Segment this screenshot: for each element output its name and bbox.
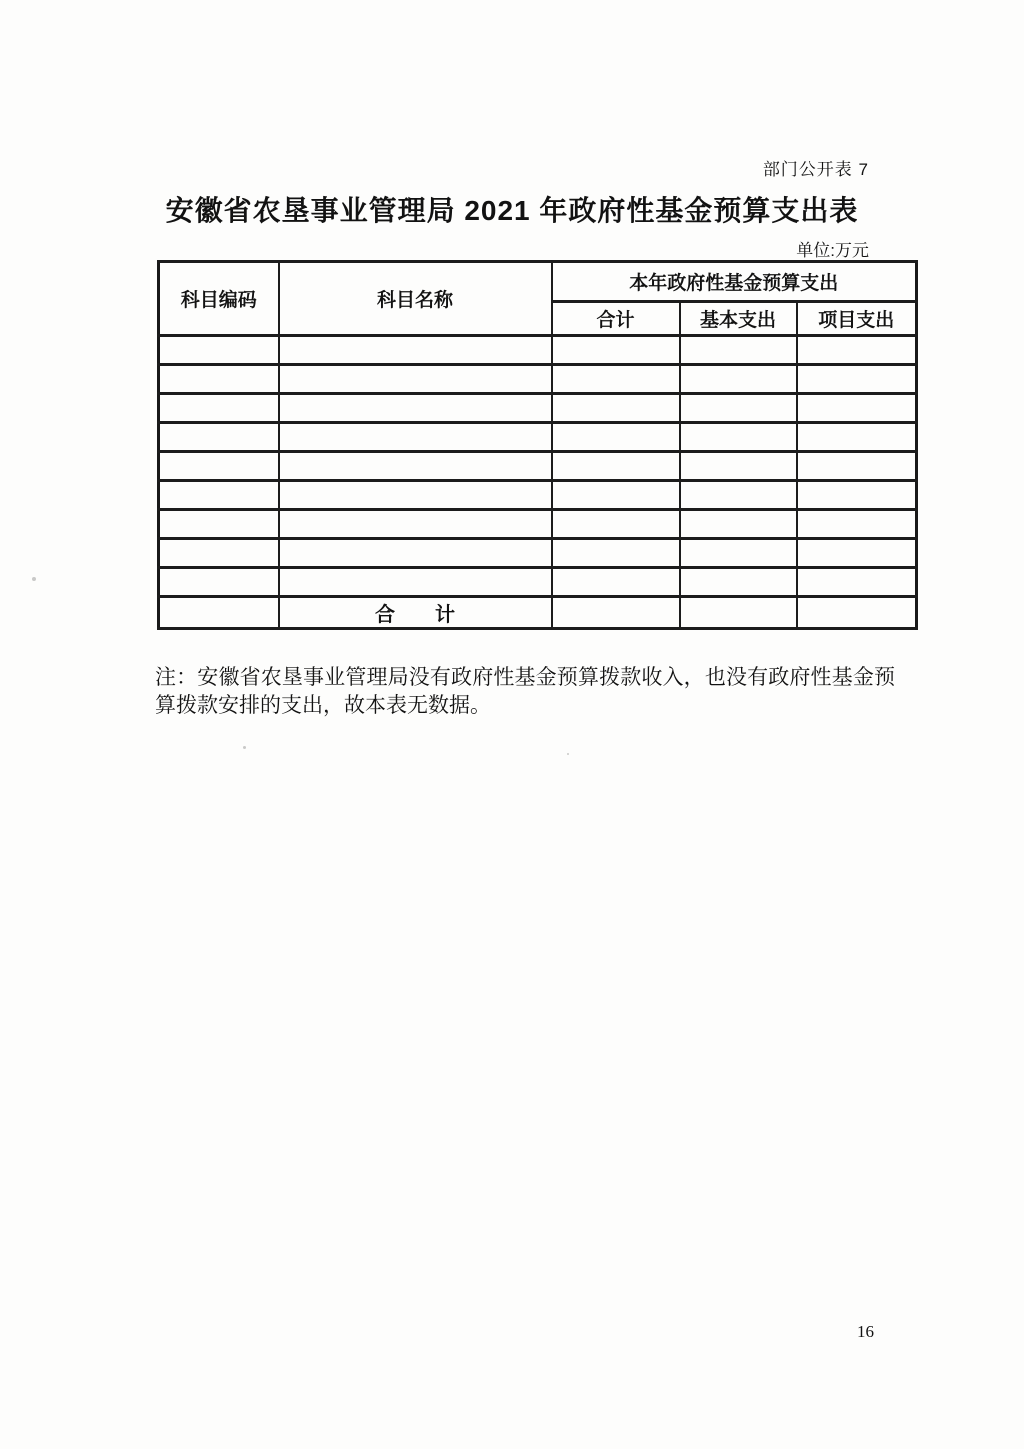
empty-cell xyxy=(797,365,917,394)
header-subject-name: 科目名称 xyxy=(279,262,552,336)
total-cell-sum xyxy=(552,597,680,629)
empty-cell xyxy=(680,394,797,423)
empty-row xyxy=(159,568,917,597)
empty-cell xyxy=(159,365,279,394)
empty-cell xyxy=(680,510,797,539)
empty-cell xyxy=(797,452,917,481)
empty-cell xyxy=(680,539,797,568)
empty-cell xyxy=(279,452,552,481)
empty-cell xyxy=(279,481,552,510)
empty-cell xyxy=(680,336,797,365)
scan-speck xyxy=(32,577,36,581)
empty-row xyxy=(159,510,917,539)
empty-cell xyxy=(797,423,917,452)
empty-cell xyxy=(552,568,680,597)
budget-table xyxy=(157,260,918,630)
empty-cell xyxy=(552,336,680,365)
header-row-group xyxy=(159,262,917,302)
header-fund-expenditure-group: 本年政府性基金预算支出 xyxy=(552,262,917,302)
empty-cell xyxy=(159,481,279,510)
empty-row xyxy=(159,423,917,452)
empty-cell xyxy=(552,365,680,394)
page-number: 16 xyxy=(857,1322,874,1341)
empty-cell xyxy=(279,568,552,597)
empty-cell xyxy=(159,336,279,365)
empty-cell xyxy=(797,539,917,568)
empty-row xyxy=(159,365,917,394)
empty-cell xyxy=(552,539,680,568)
empty-cell xyxy=(797,481,917,510)
empty-row xyxy=(159,452,917,481)
table-body xyxy=(159,336,917,629)
empty-cell xyxy=(797,336,917,365)
empty-cell xyxy=(279,423,552,452)
empty-cell xyxy=(552,394,680,423)
total-row xyxy=(159,597,917,629)
empty-cell xyxy=(159,510,279,539)
empty-cell xyxy=(552,452,680,481)
corner-table-label: 部门公开表 7 xyxy=(762,160,869,179)
header-subject-code: 科目编码 xyxy=(159,262,279,336)
empty-cell xyxy=(797,510,917,539)
note-text: 注：安徽省农垦事业管理局没有政府性基金预算拨款收入，也没有政府性基金预算拨款安排的支出，故本表无数据。 xyxy=(155,666,895,717)
scan-speck xyxy=(243,746,246,749)
total-cell-basic xyxy=(680,597,797,629)
empty-row xyxy=(159,394,917,423)
empty-cell xyxy=(279,365,552,394)
empty-cell xyxy=(680,365,797,394)
empty-cell xyxy=(159,394,279,423)
empty-cell xyxy=(680,481,797,510)
empty-cell xyxy=(680,452,797,481)
unit-label: 单位:万元 xyxy=(796,241,869,260)
empty-cell xyxy=(680,423,797,452)
empty-cell xyxy=(279,510,552,539)
empty-row xyxy=(159,481,917,510)
total-cell-project xyxy=(797,597,917,629)
empty-cell xyxy=(797,568,917,597)
total-cell-code xyxy=(159,597,279,629)
empty-cell xyxy=(680,568,797,597)
header-basic-expenditure: 基本支出 xyxy=(680,302,797,336)
scan-speck xyxy=(567,753,569,755)
header-total: 合计 xyxy=(552,302,680,336)
empty-cell xyxy=(797,394,917,423)
empty-cell xyxy=(552,481,680,510)
empty-row xyxy=(159,336,917,365)
empty-cell xyxy=(159,452,279,481)
empty-cell xyxy=(159,423,279,452)
empty-row xyxy=(159,539,917,568)
empty-cell xyxy=(159,539,279,568)
page-title: 安徽省农垦事业管理局 2021 年政府性基金预算支出表 xyxy=(165,195,859,226)
empty-cell xyxy=(552,510,680,539)
empty-cell xyxy=(279,336,552,365)
empty-cell xyxy=(279,539,552,568)
total-label: 合 计 xyxy=(279,597,552,629)
empty-cell xyxy=(279,394,552,423)
empty-cell xyxy=(159,568,279,597)
empty-cell xyxy=(552,423,680,452)
header-project-expenditure: 项目支出 xyxy=(797,302,917,336)
